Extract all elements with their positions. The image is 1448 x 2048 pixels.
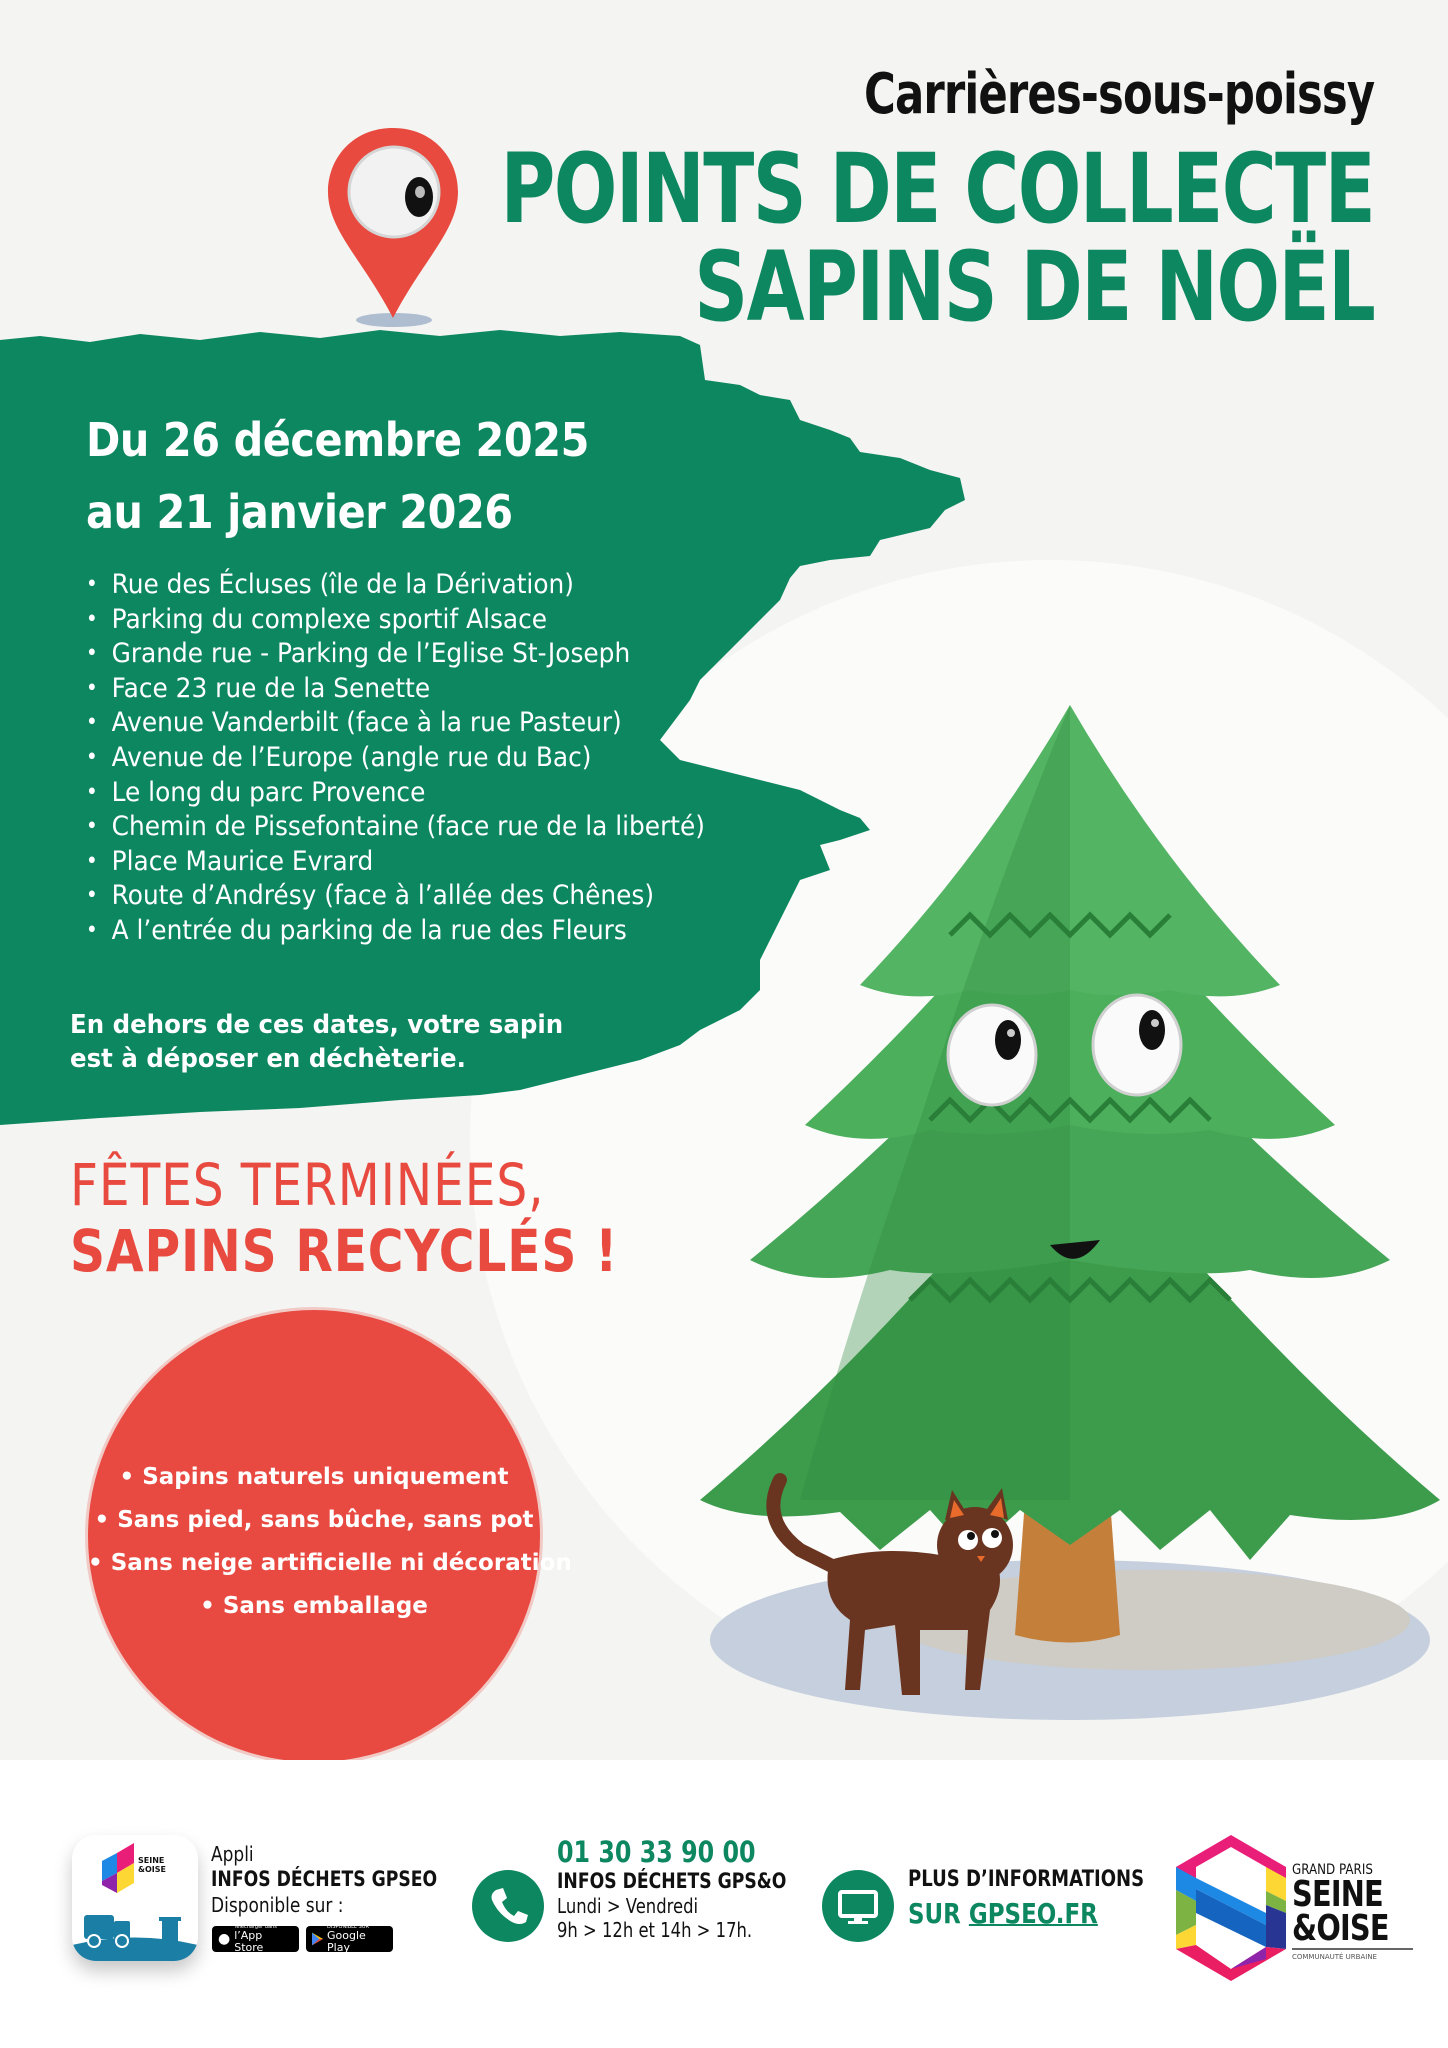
google-play-icon	[312, 1932, 323, 1946]
list-item: • A l’entrée du parking de la rue des Fleurs	[84, 914, 705, 949]
outside-dates-notice	[70, 1008, 563, 1076]
rule-item: • Sapins naturels uniquement	[88, 1456, 540, 1499]
rule-item: • Sans emballage	[88, 1585, 540, 1628]
phone-days: Lundi > Vendredi	[557, 1894, 699, 1918]
list-item: • Avenue Vanderbilt (face à la rue Pasteur)	[84, 706, 705, 741]
city-name: Carrières-sous-poissy	[863, 62, 1374, 127]
date-range	[86, 404, 589, 548]
app-label: Appli	[211, 1842, 254, 1866]
list-item: • Grande rue - Parking de l’Eglise St-Joseph	[84, 637, 705, 672]
phone-info	[557, 1835, 837, 1942]
slogan	[70, 1152, 618, 1284]
title-line-2: SAPINS DE NOËL	[693, 231, 1374, 343]
svg-text:&OISE: &OISE	[138, 1865, 166, 1874]
notice-line-1: En dehors de ces dates, votre sapin	[70, 1010, 564, 1040]
christmas-tree-illustration	[690, 700, 1448, 1760]
list-item: • Avenue de l’Europe (angle rue du Bac)	[84, 741, 705, 776]
website-line: SUR GPSEO.FR	[908, 1897, 1098, 1930]
website-info	[908, 1865, 1196, 1933]
computer-monitor-icon	[822, 1870, 894, 1942]
gpseo-logo-text: GRAND PARIS SEINE &OISE COMMUNAUTÉ URBAINE	[1292, 1862, 1413, 1962]
list-item: • Place Maurice Evrard	[84, 845, 705, 880]
rule-item: • Sans neige artificielle ni décoration	[88, 1542, 540, 1585]
title-line-1: POINTS DE COLLECTE	[500, 133, 1374, 245]
list-item: • Le long du parc Provence	[84, 776, 705, 811]
google-play-button[interactable]: DISPONIBLE SUR Google Play	[306, 1926, 393, 1952]
phone-hours: 9h > 12h et 14h > 17h.	[557, 1918, 753, 1942]
list-item: • Face 23 rue de la Senette	[84, 672, 705, 707]
available-on-label: Disponible sur :	[211, 1893, 344, 1917]
phone-icon	[472, 1870, 544, 1942]
rules-list	[88, 1456, 572, 1628]
slogan-line-1: FÊTES TERMINÉES,	[70, 1151, 545, 1219]
list-item: • Chemin de Pissefontaine (face rue de la liberté)	[84, 810, 705, 845]
svg-text:SEINE: SEINE	[138, 1856, 165, 1865]
phone-label: INFOS DÉCHETS GPS&O	[557, 1869, 787, 1893]
notice-line-2: est à déposer en déchèterie.	[70, 1044, 466, 1074]
list-item: • Parking du complexe sportif Alsace	[84, 603, 705, 638]
website-link[interactable]: GPSEO.FR	[968, 1897, 1098, 1930]
date-line-2: au 21 janvier 2026	[86, 485, 513, 539]
map-pin-eye-icon	[318, 120, 468, 330]
gpseo-logo-icon	[1176, 1835, 1286, 1981]
phone-number[interactable]: 01 30 33 90 00	[557, 1835, 756, 1869]
app-icon-infos-dechets[interactable]	[72, 1835, 198, 1961]
apple-icon: ●	[218, 1931, 231, 1947]
app-name: INFOS DÉCHETS GPSEO	[211, 1867, 438, 1891]
page-title	[500, 133, 1374, 343]
list-item: • Route d’Andrésy (face à l’allée des Chênes)	[84, 879, 705, 914]
store-badges	[212, 1926, 393, 1952]
collection-points-list	[84, 568, 705, 949]
rule-item: • Sans pied, sans bûche, sans pot	[88, 1499, 540, 1542]
slogan-line-2: SAPINS RECYCLÉS !	[70, 1217, 619, 1285]
more-info-label: PLUS D’INFORMATIONS	[908, 1867, 1145, 1892]
date-line-1: Du 26 décembre 2025	[86, 413, 589, 467]
app-info	[211, 1842, 487, 1917]
app-store-button[interactable]: ● Télécharger dans l’App Store	[212, 1926, 299, 1952]
list-item: • Rue des Écluses (île de la Dérivation)	[84, 568, 705, 603]
